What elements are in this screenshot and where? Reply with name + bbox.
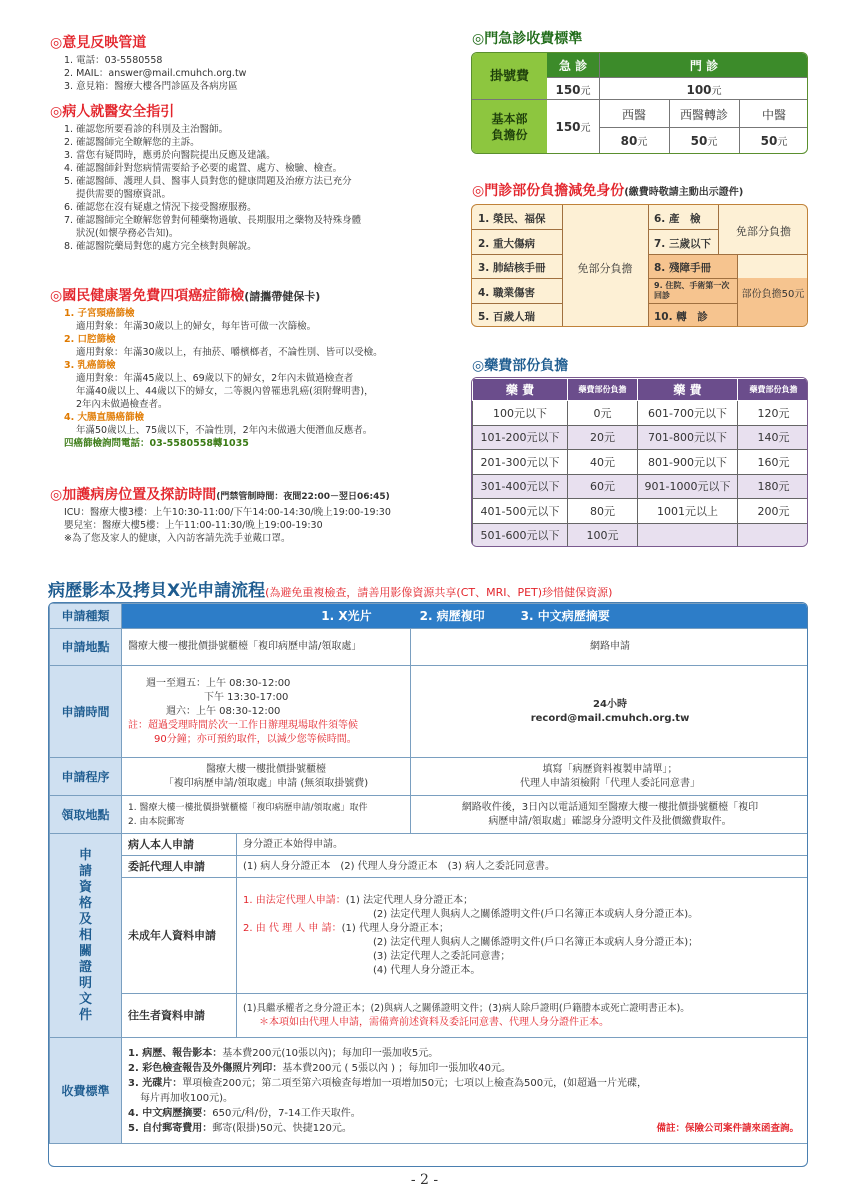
qual-label: 申請資格及相關證明文件 <box>78 847 92 1023</box>
table-cell: 120元 <box>738 401 809 426</box>
divider <box>648 303 737 304</box>
divider <box>472 229 562 230</box>
title-text: ◎國民健康署免費四項癌症篩檢 <box>50 288 245 304</box>
divider <box>648 278 737 279</box>
table-cell: 101-200元以下 <box>473 425 568 450</box>
charge-item-title: 1. 病歷、報告影本： <box>128 1047 223 1059</box>
list-item: 2. 確認醫師完全瞭解您的主訴。 <box>64 137 200 148</box>
pick-line: 網路收件後，3日內以電話通知至醫療大樓一樓批價掛號櫃檯「複印 <box>461 801 759 813</box>
title-note: (請攜帶健保卡) <box>244 290 321 303</box>
table-cell: 140元 <box>738 425 809 450</box>
table-row <box>50 1038 809 1144</box>
west-fee <box>599 133 669 148</box>
minor-doc: (1) 代理人身分證正本； <box>341 922 449 934</box>
table-cell <box>237 994 809 1038</box>
safety-guide-section <box>50 101 450 253</box>
exempt-item: 8. 殘障手冊 <box>654 262 711 274</box>
table-cell: 身分證正本始得申請。 <box>237 834 809 856</box>
time-note: 90分鐘；亦可預約取件，以減少您等候時間。 <box>154 733 357 745</box>
table-row <box>50 994 809 1038</box>
list-item: 2. MAIL：answer@mail.cmuhch.org.tw <box>64 68 247 79</box>
table-cell: 701-800元以下 <box>638 425 738 450</box>
table-cell: 160元 <box>738 450 809 475</box>
screening-item-title: 3. 乳癌篩檢 <box>64 360 116 371</box>
records-table <box>48 602 808 1167</box>
list-item: 8. 確認醫院藥局對您的處方完全核對與解說。 <box>64 241 257 252</box>
fee-title: ◎門急診收費標準 <box>472 31 583 47</box>
records-title: 病歷影本及拷貝X光申請流程 <box>48 581 266 601</box>
table-row <box>50 834 809 856</box>
section-title <box>50 285 450 305</box>
table-cell: 60元 <box>568 474 638 499</box>
unit: 元 <box>777 137 788 148</box>
safety-list <box>50 123 450 253</box>
section-title: ◎意見反映管道 <box>50 35 147 51</box>
unit: 元 <box>580 123 591 134</box>
list-item: 4. 確認醫師針對您病情需要給予必要的處置、處方、檢驗、檢查。 <box>64 163 343 174</box>
table-row <box>50 629 809 666</box>
list-item: 狀況(如懷孕務必告知)。 <box>76 228 179 239</box>
list-item: 3. 當您有疑問時，應勇於向醫院提出反應及建議。 <box>64 150 276 161</box>
table-cell <box>411 666 809 758</box>
table-cell <box>122 796 411 834</box>
table-cell: (1) 病人身分證正本 (2) 代理人身分證正本 (3) 病人之委託同意書。 <box>237 856 809 878</box>
screening-item-title: 4. 大腸直腸癌篩檢 <box>64 412 145 423</box>
table-row <box>50 878 809 994</box>
exempt-item: 10. 轉 診 <box>654 311 708 323</box>
screening-item-text: 適用對象：年滿30歲以上的婦女，每年皆可做一次篩檢。 <box>76 321 317 332</box>
section-title <box>50 484 460 504</box>
list-item: 1. 確認您所要看診的科別及主治醫師。 <box>64 124 229 135</box>
minor-sub-label: 1. 由法定代理人申請： <box>243 894 346 906</box>
divider <box>472 278 562 279</box>
table-row <box>50 604 809 629</box>
table-cell <box>738 523 809 547</box>
list-item: ※為了您及家人的健康，入內訪客請先洗手並戴口罩。 <box>64 533 291 544</box>
row-label: 申請時間 <box>50 666 122 758</box>
table-cell <box>122 666 411 758</box>
value: 150 <box>555 120 581 134</box>
minor-doc: (3) 法定代理人之委託同意書； <box>373 950 511 962</box>
drug-header: 藥費部份負擔 <box>568 379 638 401</box>
records-subtitle: (為避免重複檢查，請善用影像資源共享(CT、MRI、PET)珍惜健保資源) <box>265 586 613 599</box>
exempt-item: 6. 產 檢 <box>654 213 701 225</box>
charge-item-text: 每片再加收100元)。 <box>140 1092 233 1104</box>
value: 80 <box>620 134 638 148</box>
table-cell: 0元 <box>568 401 638 426</box>
divider <box>648 205 649 327</box>
list-item: 7. 確認醫師完全瞭解您曾對何種藥物過敏、長期服用之藥物及特殊身體 <box>64 215 362 226</box>
proc-line: 填寫「病歷資料複製申請單」； <box>542 763 678 775</box>
fee-table <box>471 52 808 154</box>
table-cell: 1001元以上 <box>638 499 738 524</box>
base-label-line: 負擔份 <box>491 128 528 142</box>
unit: 元 <box>580 86 591 97</box>
screening-item-text: 適用對象：年滿45歲以上、69歲以下的婦女，2年內未做過檢查者 <box>76 373 354 384</box>
table-cell: 100元 <box>568 523 638 547</box>
deceased-note: ＊本項如由代理人申請，需備齊前述資料及委託同意書、代理人身分證件正本。 <box>259 1016 609 1028</box>
exempt-result: 免部分負擔 <box>736 225 791 238</box>
minor-doc: (2) 法定代理人與病人之關係證明文件(戶口名簿正本或病人身分證正本)。 <box>373 908 699 920</box>
screening-item-text: 適用對象：年滿30歲以上，有抽菸、嚼檳榔者，不論性別、皆可以受檢。 <box>76 347 383 358</box>
charge-item-text: 郵寄(限掛)50元、快捷120元。 <box>212 1122 352 1134</box>
west-ref-fee <box>669 133 739 148</box>
proc-line: 「複印病歷申請/領取處」申請 (無須取掛號費) <box>163 777 369 789</box>
op-fee <box>599 82 808 97</box>
charge-item-text: 基本費200元(10張以內)；每加印一張加收5元。 <box>222 1047 439 1059</box>
qual-type: 病人本人申請 <box>122 834 237 856</box>
drug-grid <box>472 378 808 547</box>
table-row <box>473 425 809 450</box>
row-label: 申請程序 <box>50 758 122 796</box>
table-cell: 網路申請 <box>411 629 809 666</box>
divider <box>472 254 562 255</box>
divider <box>472 303 562 304</box>
pick-line: 病歷申請/領取處」確認身分證明文件及批價繳費取件。 <box>488 815 732 827</box>
minor-sub-label: 2. 由 代 理 人 申 請： <box>243 922 342 934</box>
drug-title: ◎藥費部份負擔 <box>472 358 569 374</box>
drug-header-row <box>473 379 809 401</box>
table-cell: 100元以下 <box>473 401 568 426</box>
title-note: (門禁管制時間：夜間22:00－翌日06:45) <box>216 492 390 502</box>
screening-item-text: 年滿40歲以上、44歲以下的婦女，二等親內曾罹患乳癌(須附聲明書)， <box>76 386 374 397</box>
remark: 備註：保險公司案件請來函查詢。 <box>656 1122 800 1134</box>
table-cell: 801-900元以下 <box>638 450 738 475</box>
charge-item-title: 3. 光碟片： <box>128 1077 183 1089</box>
value: 100 <box>686 83 712 97</box>
table-cell: 80元 <box>568 499 638 524</box>
visit-list <box>50 506 460 545</box>
screening-item-title: 1. 子宮頸癌篩檢 <box>64 308 135 319</box>
row-label: 領取地點 <box>50 796 122 834</box>
table-cell: 20元 <box>568 425 638 450</box>
table-cell <box>411 796 809 834</box>
charge-item-title: 5. 自付郵寄費用： <box>128 1122 213 1134</box>
table-row <box>473 450 809 475</box>
table-cell <box>237 878 809 994</box>
proc-line: 代理人申請須檢附「代理人委託同意書」 <box>520 777 700 789</box>
exempt-item: 3. 肺結核手冊 <box>478 262 546 274</box>
pick-line: 2. 由本院郵寄 <box>128 816 185 827</box>
records-grid <box>49 603 808 1144</box>
screening-list <box>50 307 450 450</box>
list-item: 提供需要的醫療資訊。 <box>76 189 172 200</box>
proc-line: 醫療大樓一樓批價掛號櫃檯 <box>206 763 326 775</box>
qual-type: 未成年人資料申請 <box>122 878 237 994</box>
exempt-item: 7. 三歲以下 <box>654 238 711 250</box>
charge-item-text: 單項檢查200元；第二項至第六項檢查每增加一項增加50元；七項以上檢查為500元，(如超過一片光碟， <box>182 1077 648 1089</box>
title-text: ◎門診部份負擔減免身份 <box>472 183 625 199</box>
table-row <box>50 856 809 878</box>
er-fee <box>547 82 599 97</box>
time-line: 週六：上午 08:30-12:00 <box>166 705 281 717</box>
qual-type: 往生者資料申請 <box>122 994 237 1038</box>
divider <box>648 254 808 255</box>
table-row <box>473 523 809 547</box>
time-line: 下午 13:30-17:00 <box>204 691 289 703</box>
divider <box>599 127 808 128</box>
table-cell: 901-1000元以下 <box>638 474 738 499</box>
screening-item-title: 2. 口腔篩檢 <box>64 334 116 345</box>
screening-item-text: 2年內未做過檢查者。 <box>76 399 168 410</box>
charge-item-title: 2. 彩色檢查報告及外傷照片列印： <box>128 1062 283 1074</box>
table-row <box>50 666 809 758</box>
charge-item-title: 4. 中文病歷摘要： <box>128 1107 213 1119</box>
list-item: 嬰兒室：醫療大樓5樓：上午11:00-11:30/晚上19:00-19:30 <box>64 520 323 531</box>
er-header: 急 診 <box>558 59 588 73</box>
divider <box>472 99 808 100</box>
value: 50 <box>690 134 708 148</box>
table-cell <box>122 758 411 796</box>
deceased-docs: (1)具繼承權者之身分證正本；(2)與病人之關係證明文件；(3)病人除戶證明(戶籍謄本或死亡證明書正本)。 <box>243 1002 690 1014</box>
base-label-line: 基本部 <box>491 112 528 126</box>
base-label <box>472 111 547 143</box>
table-cell: 201-300元以下 <box>473 450 568 475</box>
table-cell: 醫療大樓一樓批價掛號櫃檯「複印病歷申請/領取處」 <box>122 629 411 666</box>
table-row <box>473 499 809 524</box>
pick-line: 1. 醫療大樓一樓批價掛號櫃檯「複印病歷申請/領取處」取件 <box>128 802 368 813</box>
list-item: 5. 確認醫師、護理人員、醫事人員對您的健康問題及治療方法已充分 <box>64 176 352 187</box>
charge-item-text: 650元/科/份，7-14工作天取件。 <box>212 1107 361 1119</box>
chinese-label: 中醫 <box>761 108 786 122</box>
table-row <box>473 474 809 499</box>
exempt-result: 免部分負擔 <box>577 262 633 275</box>
table-cell <box>411 758 809 796</box>
drug-header: 藥 費 <box>638 379 738 401</box>
table-row <box>50 758 809 796</box>
value: 150 <box>555 83 581 97</box>
divider <box>547 77 808 78</box>
feedback-section <box>50 32 450 93</box>
time-online-email: record@mail.cmuhch.org.tw <box>530 712 690 724</box>
table-row <box>473 401 809 426</box>
row-label <box>50 834 122 1038</box>
list-item: 3. 意見箱：醫療大樓各門診區及各病房區 <box>64 81 238 92</box>
table-cell: 401-500元以下 <box>473 499 568 524</box>
title-note: (繳費時敬請主動出示證件) <box>624 187 744 198</box>
table-cell: 200元 <box>738 499 809 524</box>
list-item: 1. 電話：03-5580558 <box>64 55 163 66</box>
reg-fee-label: 掛號費 <box>489 69 529 84</box>
exempt-table <box>471 204 808 327</box>
drug-header: 藥 費 <box>473 379 568 401</box>
unit: 元 <box>637 137 648 148</box>
unit: 元 <box>707 137 718 148</box>
exempt-item: 2. 重大傷病 <box>478 238 535 250</box>
exempt-result: 部份負擔50元 <box>741 289 805 300</box>
table-cell <box>638 523 738 547</box>
screening-phone: 四癌篩檢詢問電話：03-5580558轉1035 <box>64 438 249 449</box>
divider <box>648 229 718 230</box>
list-item: ICU：醫療大樓3樓：上午10:30-11:00/下午14:00-14:30/晚上19:00-19:30 <box>64 507 391 518</box>
exempt-title <box>472 180 743 200</box>
drug-header: 藥費部份負擔 <box>738 379 809 401</box>
op-header: 門 診 <box>689 59 719 73</box>
table-row <box>50 796 809 834</box>
table-cell: 301-400元以下 <box>473 474 568 499</box>
value: 50 <box>760 134 778 148</box>
row-label: 申請地點 <box>50 629 122 666</box>
base-er-fee <box>547 119 599 134</box>
minor-doc: (1) 法定代理人身分證正本； <box>345 894 474 906</box>
minor-doc: (4) 代理人身分證正本。 <box>373 964 481 976</box>
section-title: ◎病人就醫安全指引 <box>50 104 175 120</box>
qual-type: 委託代理人申請 <box>122 856 237 878</box>
exempt-item: 5. 百歲人瑞 <box>478 311 535 323</box>
minor-doc: (2) 法定代理人與病人之關係證明文件(戶口名簿正本或病人身分證正本)； <box>373 936 699 948</box>
table-cell: 501-600元以下 <box>473 523 568 547</box>
time-online: 24小時 <box>593 698 627 710</box>
records-heading <box>48 576 612 601</box>
row-label: 申請種類 <box>50 604 122 629</box>
table-cell: 601-700元以下 <box>638 401 738 426</box>
exempt-item: 4. 職業傷害 <box>478 287 535 299</box>
row-label: 收費標準 <box>50 1038 122 1144</box>
feedback-list <box>50 54 450 93</box>
unit: 元 <box>711 86 722 97</box>
page-number: - 2 - <box>410 1172 439 1188</box>
drug-table <box>471 377 808 547</box>
list-item: 6. 確認您在沒有疑慮之情況下接受醫療服務。 <box>64 202 257 213</box>
screening-item-text: 年滿50歲以上、75歲以下，不論性別，2年內未做過大便潛血反應者。 <box>76 425 373 436</box>
types-cell: 1. X光片 2. 病歷複印 3. 中文病歷摘要 <box>122 604 809 629</box>
time-note: 註：超過受理時間於次一工作日辦理現場取件須等候 <box>128 719 358 731</box>
table-cell <box>122 1038 809 1144</box>
exempt-item: 9. 住院、手術第一次回診 <box>654 281 730 300</box>
west-label: 西醫 <box>621 108 646 122</box>
cancer-screening-section <box>50 285 450 450</box>
time-line: 週一至週五：上午 08:30-12:00 <box>146 677 291 689</box>
icu-visit-section <box>50 484 460 545</box>
chinese-fee <box>739 133 808 148</box>
table-cell: 40元 <box>568 450 638 475</box>
exempt-item: 1. 榮民、福保 <box>478 213 546 225</box>
title-text: ◎加護病房位置及探訪時間 <box>50 487 217 503</box>
table-cell: 180元 <box>738 474 809 499</box>
charge-item-text: 基本費200元 ( 5張以內 ) ；每加印一張加收40元。 <box>282 1062 511 1074</box>
west-ref-label: 西醫轉診 <box>679 108 728 122</box>
